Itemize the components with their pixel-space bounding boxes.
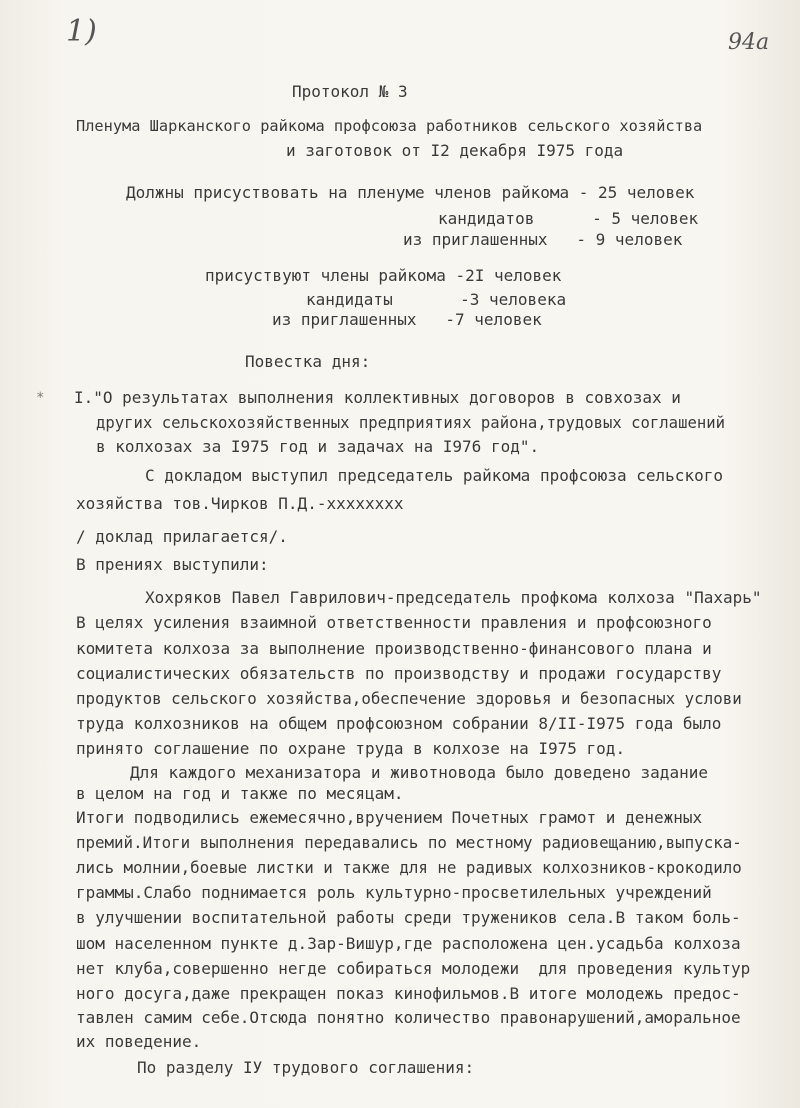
body-line-11: лись молнии,боевые листки и также для не радивых колхозников-крокодило [76, 858, 742, 877]
agenda-item-line-1: I."О результатах выполнения коллективных договоров в совхозах и [74, 388, 681, 407]
handwritten-page-number: 94a [728, 30, 770, 55]
attendance-required: Должны присуствовать на пленуме членов райкома - 25 человек [126, 183, 695, 202]
body-line-14: шом населенном пункте д.Зар-Вишур,где расположена цен.усадьба колхоза [76, 934, 741, 953]
body-line-3: социалистических обязательств по производству и продажи государству [76, 664, 722, 683]
agenda-item-line-3: в колхозах за I975 год и задачах на I976 год". [96, 437, 540, 456]
speaker-line: Хохряков Павел Гаврилович-председатель профкома колхоза "Пахарь" [145, 588, 762, 607]
body-line-1: В целях усиления взаимной ответственности правления и профсоюзного [76, 613, 712, 632]
body-line-2: комитета колхоза за выполнение производственно-финансового плана и [76, 639, 712, 658]
attendance-required-candidates: кандидатов - 5 человек [438, 209, 699, 228]
body-line-5: труда колхозников на общем профсоюзном собрании 8/II-I975 года было [76, 714, 722, 733]
debate-heading: В прениях выступили: [76, 555, 269, 574]
attendance-present-invited: из приглашенных -7 человек [272, 310, 542, 329]
report-attachment-note: / доклад прилагается/. [76, 527, 288, 546]
report-line-2: хозяйства тов.Чирков П.Д.-хххххххх [76, 494, 404, 513]
margin-mark: * [36, 390, 45, 406]
body-line-16: ного досуга,даже прекращен показ кинофильмов.В итоге молодежь предос- [76, 984, 741, 1003]
body-line-12: граммы.Слабо поднимается роль культурно-просветилельных учреждений [76, 883, 712, 902]
body-line-6: принято соглашение по охране труда в колхозе на I975 год. [76, 739, 626, 758]
attendance-required-invited: из приглашенных - 9 человек [403, 230, 683, 249]
body-line-17: тавлен самим себе.Отсюда понятно количество правонарушений,аморальное [76, 1008, 741, 1027]
attendance-present: присуствуют члены райкома -2I человек [205, 266, 562, 285]
heading-line-2: и заготовок от I2 декабря I975 года [286, 141, 624, 160]
body-line-10: премий.Итоги выполнения передавались по местному радиовещанию,выпуска- [76, 833, 742, 852]
agenda-heading: Повестка дня: [245, 352, 371, 371]
protocol-title: Протокол № 3 [292, 82, 408, 101]
body-line-8: в целом на год и также по месяцам. [76, 784, 404, 803]
body-line-9: Итоги подводились ежемесячно,вручением Почетных грамот и денежных [76, 808, 703, 827]
body-line-7: Для каждого механизатора и животновода было доведено задание [130, 763, 708, 782]
report-line-1: С докладом выступил председатель райкома профсоюза сельского [145, 466, 723, 485]
section-heading: По разделу IУ трудового соглашения: [137, 1058, 475, 1077]
body-line-18: их поведение. [76, 1032, 202, 1051]
heading-line-1: Пленума Шарканского райкома профсоюза работников сельского хозяйства [76, 117, 703, 135]
agenda-item-line-2: других сельскохозяйственных предприятиях района,трудовых соглашений [96, 414, 726, 432]
body-line-4: продуктов сельского хозяйства,обеспечение здоровья и безопасных услови [76, 689, 742, 708]
body-line-15: нет клуба,совершенно негде собираться молодежи для проведения культур [76, 959, 751, 978]
handwritten-mark-top-left: 1) [66, 14, 97, 49]
body-line-13: в улучшении воспитательной работы среди тружеников села.В таком боль- [76, 908, 741, 927]
attendance-present-candidates: кандидаты -3 человека [306, 290, 567, 309]
